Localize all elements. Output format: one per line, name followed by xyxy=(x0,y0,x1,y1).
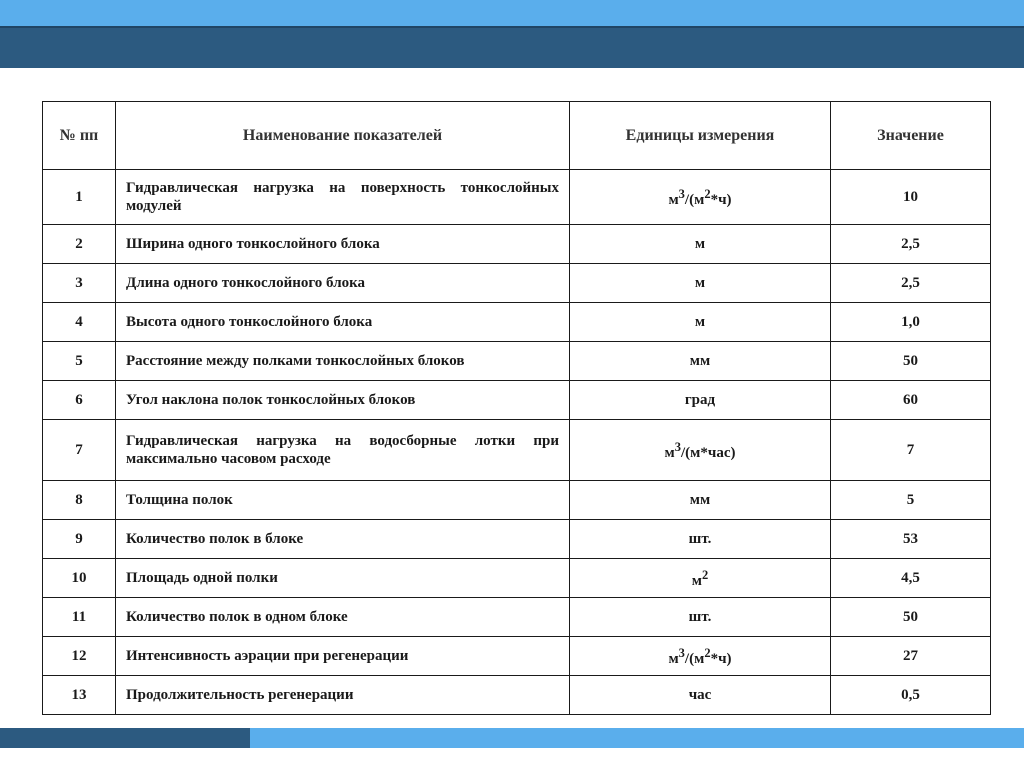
table-row xyxy=(43,170,991,225)
row-name: Продолжительность регенерации xyxy=(116,676,570,715)
unit-exponent: 3 xyxy=(678,187,685,201)
row-unit: мм xyxy=(570,481,831,520)
row-value: 4,5 xyxy=(831,559,991,598)
table-row xyxy=(43,264,991,303)
row-name: Количество полок в блоке xyxy=(116,520,570,559)
row-name: Высота одного тонкослойного блока xyxy=(116,303,570,342)
header-unit: Единицы измерения xyxy=(570,102,831,170)
row-unit: шт. xyxy=(570,520,831,559)
row-number: 12 xyxy=(43,637,116,676)
row-value: 27 xyxy=(831,637,991,676)
parameters-table xyxy=(42,101,991,715)
row-unit: град xyxy=(570,381,831,420)
row-value: 0,5 xyxy=(831,676,991,715)
header-num: № пп xyxy=(43,102,116,170)
table-row xyxy=(43,381,991,420)
table-row xyxy=(43,303,991,342)
row-value: 1,0 xyxy=(831,303,991,342)
row-number: 3 xyxy=(43,264,116,303)
unit-text: /(м xyxy=(684,192,705,208)
row-number: 6 xyxy=(43,381,116,420)
row-unit: час xyxy=(570,676,831,715)
footer-band-mid xyxy=(250,728,288,748)
row-number: 13 xyxy=(43,676,116,715)
row-number: 11 xyxy=(43,598,116,637)
footer-band-dark xyxy=(0,728,250,748)
row-name: Толщина полок xyxy=(116,481,570,520)
table-header-row xyxy=(43,102,991,170)
row-unit: м xyxy=(570,225,831,264)
row-value: 60 xyxy=(831,381,991,420)
unit-exponent: 3 xyxy=(678,646,685,660)
row-value: 50 xyxy=(831,342,991,381)
row-number: 1 xyxy=(43,170,116,225)
table-body xyxy=(43,170,991,715)
row-number: 9 xyxy=(43,520,116,559)
row-unit xyxy=(570,637,831,676)
row-number: 10 xyxy=(43,559,116,598)
unit-text: м xyxy=(668,192,679,208)
row-name: Интенсивность аэрации при регенерации xyxy=(116,637,570,676)
unit-text: м xyxy=(664,445,675,461)
header-value: Значение xyxy=(831,102,991,170)
row-number: 4 xyxy=(43,303,116,342)
table-row xyxy=(43,342,991,381)
table-row xyxy=(43,637,991,676)
unit-text: /(м*час) xyxy=(680,445,736,461)
header-band-dark xyxy=(0,26,1024,68)
table-row xyxy=(43,598,991,637)
row-name: Количество полок в одном блоке xyxy=(116,598,570,637)
row-unit: шт. xyxy=(570,598,831,637)
row-name: Длина одного тонкослойного блока xyxy=(116,264,570,303)
row-value: 7 xyxy=(831,420,991,481)
header-name: Наименование показателей xyxy=(116,102,570,170)
unit-text: м xyxy=(668,651,679,667)
unit-text: /(м xyxy=(684,651,705,667)
row-number: 8 xyxy=(43,481,116,520)
row-unit xyxy=(570,170,831,225)
unit-text: *ч) xyxy=(710,192,732,208)
row-value: 2,5 xyxy=(831,264,991,303)
unit-exponent: 2 xyxy=(701,568,709,582)
row-unit xyxy=(570,559,831,598)
row-name: Гидравлическая нагрузка на водосборные лотки при максимально часовом расходе xyxy=(116,420,570,481)
row-number: 5 xyxy=(43,342,116,381)
table-row xyxy=(43,559,991,598)
table-row xyxy=(43,225,991,264)
unit-text: м xyxy=(691,573,702,589)
row-name: Ширина одного тонкослойного блока xyxy=(116,225,570,264)
row-unit: мм xyxy=(570,342,831,381)
row-value: 5 xyxy=(831,481,991,520)
unit-text: *ч) xyxy=(710,651,732,667)
table-row xyxy=(43,676,991,715)
footer-band-light xyxy=(288,728,1024,748)
row-unit xyxy=(570,420,831,481)
row-value: 10 xyxy=(831,170,991,225)
row-number: 7 xyxy=(43,420,116,481)
row-name: Угол наклона полок тонкослойных блоков xyxy=(116,381,570,420)
header-band-light xyxy=(0,0,1024,26)
row-number: 2 xyxy=(43,225,116,264)
unit-exponent: 2 xyxy=(704,187,711,201)
table-row xyxy=(43,520,991,559)
row-name: Гидравлическая нагрузка на поверхность тонкослойных модулей xyxy=(116,170,570,225)
row-name: Площадь одной полки xyxy=(116,559,570,598)
row-name: Расстояние между полками тонкослойных блоков xyxy=(116,342,570,381)
row-unit: м xyxy=(570,264,831,303)
unit-exponent: 3 xyxy=(674,440,681,454)
table-row xyxy=(43,420,991,481)
row-value: 50 xyxy=(831,598,991,637)
row-value: 53 xyxy=(831,520,991,559)
row-value: 2,5 xyxy=(831,225,991,264)
table-row xyxy=(43,481,991,520)
unit-exponent: 2 xyxy=(704,646,711,660)
row-unit: м xyxy=(570,303,831,342)
